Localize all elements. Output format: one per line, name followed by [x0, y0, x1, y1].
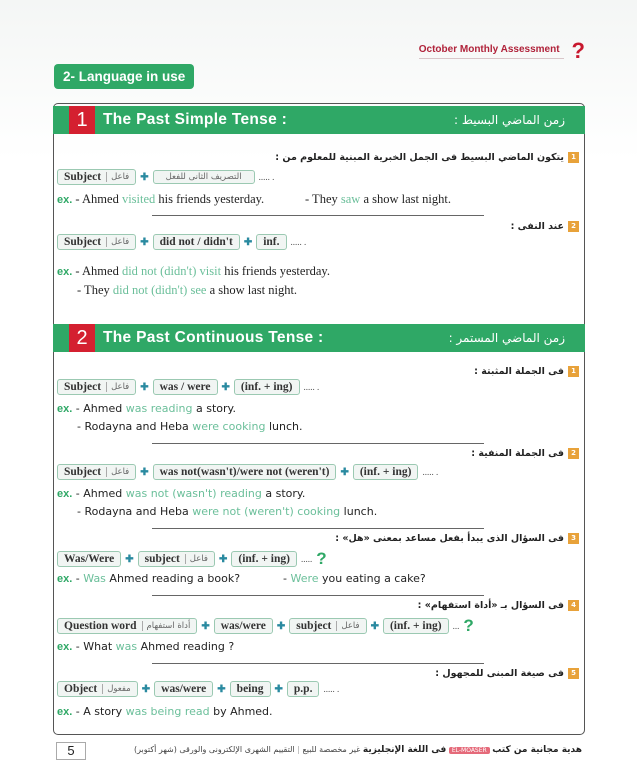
rule-heading — [275, 152, 579, 163]
formula-chip: التصريف الثانى للفعل — [153, 170, 255, 184]
divider — [152, 663, 484, 664]
example-line: ex. - A story was being read by Ahmed. — [57, 705, 273, 718]
plus-icon: ✚ — [243, 236, 253, 248]
formula: Subject فاعل ✚ was / were ✚ (inf. + ing) ..... . — [57, 379, 319, 395]
rule-heading: 2 عند النفى : — [511, 221, 579, 232]
step-number: 1 — [568, 152, 579, 163]
formula-chip: Subject فاعل — [57, 169, 136, 185]
page-number: 5 — [56, 742, 86, 760]
formula-chip: subject فاعل — [138, 551, 215, 567]
formula-chip: Question word أداة استفهام — [57, 618, 197, 634]
plus-icon: ✚ — [340, 466, 349, 478]
formula-chip: (inf. + ing) — [231, 551, 297, 567]
formula-chip: being — [230, 681, 271, 697]
assessment-title: October Monthly Assessment — [419, 44, 564, 59]
section-number: 1 — [69, 106, 95, 134]
plus-icon: ✚ — [218, 553, 228, 565]
example-line: ex. - Ahmed was reading a story. — [57, 402, 236, 415]
plus-icon: ✚ — [274, 683, 283, 695]
ex-label: ex. — [57, 194, 73, 206]
plus-icon: ✚ — [276, 620, 286, 632]
formula: Was/Were ✚ subject فاعل ✚ (inf. + ing) ..... ? — [57, 549, 327, 569]
question-mark-icon: ? — [571, 38, 585, 63]
formula: Object مفعول ✚ was/were ✚ being ✚ p.p. ..... . — [57, 681, 339, 697]
formula-chip: was/were — [154, 681, 213, 697]
formula — [57, 169, 274, 185]
formula-chip: Object مفعول — [57, 681, 138, 697]
example-line: ex. - What was Ahmed reading ? — [57, 640, 235, 653]
divider — [152, 528, 484, 529]
formula-chip: (inf. + ing) — [353, 464, 419, 480]
rule-heading: 1 فى الجملة المثبتة : — [474, 366, 579, 377]
divider — [152, 595, 484, 596]
divider — [152, 215, 484, 216]
section-arabic-title: زمن الماضي البسيط : — [454, 113, 565, 127]
section-label: 2- Language in use — [54, 64, 194, 89]
plus-icon: ✚ — [140, 466, 149, 478]
section-number: 2 — [69, 324, 95, 352]
formula-chip: was not(wasn't)/were not (weren't) — [153, 464, 337, 480]
formula-chip: did not / didn't — [153, 234, 240, 250]
example-line: ex. - Ahmed did not (didn't) visit his friends yesterday. — [57, 264, 330, 278]
formula-chip: (inf. + ing) — [234, 379, 300, 395]
formula-chip: was/were — [214, 618, 273, 634]
section-header-past-simple — [53, 106, 585, 134]
formula: Question word أداة استفهام ✚ was/were ✚ subject فاعل ✚ (inf. + ing) ... ? — [57, 616, 474, 636]
rule-heading: 2 فى الجملة المنفية : — [471, 448, 579, 459]
section-title: The Past Continuous Tense : — [103, 329, 324, 346]
formula-ending: ..... . — [258, 172, 275, 182]
section-arabic-title: زمن الماضي المستمر : — [448, 331, 565, 345]
formula: Subject فاعل ✚ was not(wasn't)/were not (weren't) ✚ (inf. + ing) ..... . — [57, 464, 438, 480]
formula: Subject فاعل ✚ did not / didn't ✚ inf. ..... . — [57, 234, 306, 250]
plus-icon: ✚ — [140, 236, 149, 248]
step-number: 2 — [568, 221, 579, 232]
plus-icon: ✚ — [140, 381, 149, 393]
formula-chip: Was/Were — [57, 551, 121, 567]
formula-chip: Subject فاعل — [57, 234, 136, 250]
example-line: - Rodayna and Heba were cooking lunch. — [77, 420, 303, 433]
question-mark-icon: ? — [316, 549, 327, 568]
question-mark-icon: ? — [463, 616, 474, 635]
rule-heading: 5 فى صيغة المبنى للمجهول : — [435, 668, 579, 679]
plus-icon: ✚ — [140, 171, 149, 183]
example-line: - Rodayna and Heba were not (weren't) cooking lunch. — [77, 505, 378, 518]
footer-text: هدية مجانية من كتب EL-MOASER فى اللغة الإنجليزية غير مخصصة للبيع | التقييم الشهرى الإلكترونى والورقى (شهر أكتوبر) — [134, 745, 582, 755]
example-line: - They did not (didn't) see a show last night. — [77, 283, 298, 297]
formula-chip: p.p. — [287, 681, 320, 697]
plus-icon: ✚ — [221, 381, 230, 393]
formula-chip: inf. — [256, 234, 286, 250]
formula-chip: was / were — [153, 379, 218, 395]
example-line: ex. - Was Ahmed reading a book? - Were you eating a cake? — [57, 572, 426, 585]
rule-heading: 3 فى السؤال الذى يبدأ بفعل مساعد بمعنى «هل» : — [335, 533, 579, 544]
plus-icon: ✚ — [370, 620, 379, 632]
formula-chip: Subject فاعل — [57, 464, 136, 480]
divider — [152, 443, 484, 444]
plus-icon: ✚ — [141, 683, 151, 695]
example-line: ex. - Ahmed visited his friends yesterday. - They saw a show last night. — [57, 192, 451, 206]
section-title: The Past Simple Tense : — [103, 111, 288, 128]
example-line: ex. - Ahmed was not (wasn't) reading a story. — [57, 487, 306, 500]
section-header-past-continuous — [53, 324, 585, 352]
assessment-header — [419, 40, 585, 62]
formula-chip: Subject فاعل — [57, 379, 136, 395]
rule-heading: 4 فى السؤال بـ «أداة استفهام» : — [418, 600, 579, 611]
brand-logo: EL-MOASER — [449, 747, 490, 754]
rule-heading-text: يتكون الماضي البسيط فى الجمل الخبرية المبنية للمعلوم من : — [275, 152, 564, 163]
plus-icon: ✚ — [125, 553, 134, 565]
plus-icon: ✚ — [201, 620, 210, 632]
formula-chip: subject فاعل — [289, 618, 366, 634]
formula-chip: (inf. + ing) — [383, 618, 449, 634]
plus-icon: ✚ — [217, 683, 226, 695]
